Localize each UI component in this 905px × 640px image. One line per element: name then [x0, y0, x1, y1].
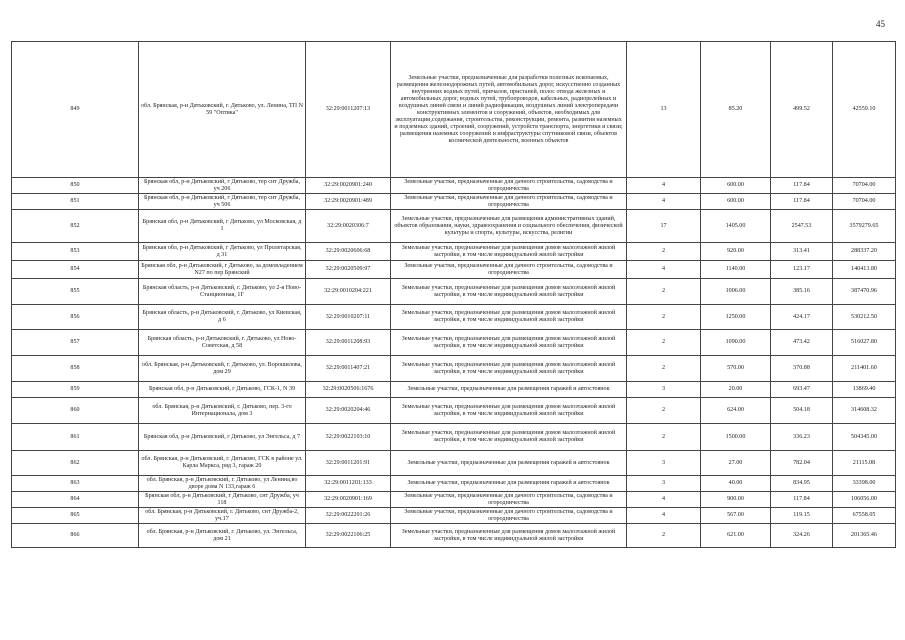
cadastral-number-cell: 32:29:0020204:46	[306, 398, 391, 424]
table-row	[12, 279, 896, 305]
specific-value-cell: 782.04	[771, 451, 833, 476]
area-cell: 1500.00	[701, 424, 771, 451]
use-group-cell: 2	[627, 279, 701, 305]
land-use-cell: Земельные участки, предназначенные для дачного строительства, садоводства и огородничества	[391, 492, 627, 508]
page-number: 45	[876, 19, 885, 29]
address-cell: обл. Брянская, р-н Дятьковский, г. Дятьково, ул Ленина,во дворе дома N 133,гараж 6	[139, 476, 306, 492]
area-cell: 1006.00	[701, 279, 771, 305]
land-use-cell: Земельные участки, предназначенные для размещения гаражей и автостоянок	[391, 382, 627, 398]
specific-value-cell: 834.95	[771, 476, 833, 492]
area-cell: 600.00	[701, 178, 771, 194]
land-use-cell: Земельные участки, предназначенные для размещения домов малоэтажной жилой застройки, в том числе индивидуальной жилой застройки	[391, 398, 627, 424]
row-number-cell: 849	[12, 42, 139, 178]
use-group-cell: 3	[627, 451, 701, 476]
address-cell: обл. Брянская, р-н Дятьковский, г. Дятьково, ул. Ленина, ТП N 59 "Оптика"	[139, 42, 306, 178]
table-row	[12, 508, 896, 524]
address-cell: Брянская обл, р-н Дятьковский, г Дятьково, ул Пролетарская, д 31	[139, 243, 306, 261]
use-group-cell: 3	[627, 382, 701, 398]
address-cell: обл. Брянская, р-н Дятьковский, г. Дятьково, снт Дружба-2, уч.17	[139, 508, 306, 524]
cadastral-value-cell: 21115.08	[833, 451, 896, 476]
table-row	[12, 42, 896, 178]
row-number-cell: 853	[12, 243, 139, 261]
land-use-cell: Земельные участки, предназначенные для разработки полезных ископаемых, размещения железнодорожных путей, автомобильных дорог, искусственно созданных внутренних водных путей, причалов, пристаней, полос отвода железных и автомобильных дорог, водных путей, трубопроводов, кабельных, радиорелейных и воздушных линий связи и линий радиофикации, воздушных линий электропередачи конструктивных элементов и сооружений, объектов, необходимых для эксплуатации,содержания, строительства, реконструкции, ремонта, развития наземных и подземных зданий, строений, сооружений, устройств транспорта, энергетики и связи; размещения наземных сооружений и инфраструктуры спутниковой связи, объектов космической деятельности, военных объектов	[391, 42, 627, 178]
specific-value-cell: 119.15	[771, 508, 833, 524]
area-cell: 40.00	[701, 476, 771, 492]
specific-value-cell: 504.18	[771, 398, 833, 424]
cadastral-number-cell: 32:29:0022103:10	[306, 424, 391, 451]
use-group-cell: 2	[627, 524, 701, 548]
cadastral-number-cell: 32:29:0020506:1676	[306, 382, 391, 398]
row-number-cell: 864	[12, 492, 139, 508]
land-use-cell: Земельные участки, предназначенные для дачного строительства, садоводства и огородничества	[391, 178, 627, 194]
row-number-cell: 865	[12, 508, 139, 524]
table-row	[12, 243, 896, 261]
cadastral-number-cell: 32:29:0011207:13	[306, 42, 391, 178]
row-number-cell: 857	[12, 330, 139, 356]
use-group-cell: 17	[627, 210, 701, 243]
use-group-cell: 2	[627, 330, 701, 356]
cadastral-number-cell: 32:29:0020606:68	[306, 243, 391, 261]
address-cell: Брянская область, р-н Дятьковский, г. Дятьково, ул Киевская, д 6	[139, 305, 306, 330]
row-number-cell: 862	[12, 451, 139, 476]
table-body	[12, 42, 896, 548]
cadastral-value-cell: 387470.96	[833, 279, 896, 305]
specific-value-cell: 117.84	[771, 492, 833, 508]
cadastral-number-cell: 32:29:0020306:7	[306, 210, 391, 243]
row-number-cell: 863	[12, 476, 139, 492]
row-number-cell: 855	[12, 279, 139, 305]
specific-value-cell: 499.52	[771, 42, 833, 178]
specific-value-cell: 336.23	[771, 424, 833, 451]
area-cell: 1140.00	[701, 261, 771, 279]
area-cell: 600.00	[701, 194, 771, 210]
land-use-cell: Земельные участки, предназначенные для дачного строительства, садоводства и огородничества	[391, 261, 627, 279]
use-group-cell: 4	[627, 194, 701, 210]
cadastral-number-cell: 32:29:0020509:97	[306, 261, 391, 279]
table-row	[12, 476, 896, 492]
table-row	[12, 330, 896, 356]
cadastral-value-cell: 140413.80	[833, 261, 896, 279]
row-number-cell: 858	[12, 356, 139, 382]
specific-value-cell: 473.42	[771, 330, 833, 356]
row-number-cell: 852	[12, 210, 139, 243]
land-use-cell: Земельные участки, предназначенные для размещения гаражей и автостоянок	[391, 476, 627, 492]
cadastral-value-cell: 3579279.65	[833, 210, 896, 243]
use-group-cell: 4	[627, 508, 701, 524]
area-cell: 85.20	[701, 42, 771, 178]
address-cell: обл. Брянская, р-н Дятьковский, г. Дятьково, ул. Энгельса, дом 21	[139, 524, 306, 548]
specific-value-cell: 313.41	[771, 243, 833, 261]
specific-value-cell: 2547.53	[771, 210, 833, 243]
use-group-cell: 3	[627, 476, 701, 492]
address-cell: Брянская обл, р-н Дятьковский, г Дятьково, за домовладением N27 по пер Брянский	[139, 261, 306, 279]
cadastral-value-cell: 67558.05	[833, 508, 896, 524]
address-cell: обл. Брянская, р-н Дятьковский, г. Дятьково, пер. 3-го Интернационала, дом 3	[139, 398, 306, 424]
table-row	[12, 356, 896, 382]
land-use-cell: Земельные участки, предназначенные для размещения домов малоэтажной жилой застройки, в том числе индивидуальной жилой застройки	[391, 279, 627, 305]
table-row	[12, 451, 896, 476]
use-group-cell: 2	[627, 243, 701, 261]
row-number-cell: 851	[12, 194, 139, 210]
table-row	[12, 305, 896, 330]
land-use-cell: Земельные участки, предназначенные для размещения домов малоэтажной жилой застройки, в том числе индивидуальной жилой застройки	[391, 424, 627, 451]
area-cell: 900.00	[701, 492, 771, 508]
land-use-cell: Земельные участки, предназначенные для размещения домов малоэтажной жилой застройки, в том числе индивидуальной жилой застройки	[391, 330, 627, 356]
address-cell: Брянская обл, р-н Дятьковский, г Дятьково, ул Московская, д 1	[139, 210, 306, 243]
area-cell: 621.00	[701, 524, 771, 548]
cadastral-number-cell: 32:29:0022201:26	[306, 508, 391, 524]
land-use-cell: Земельные участки, предназначенные для дачного строительства, садоводства и огородничества	[391, 508, 627, 524]
area-cell: 920.00	[701, 243, 771, 261]
land-use-cell: Земельные участки, предназначенные для размещения домов малоэтажной жилой застройки, в том числе индивидуальной жилой застройки	[391, 305, 627, 330]
cadastral-number-cell: 32:29:0011407:21	[306, 356, 391, 382]
address-cell: Брянская обл, р-н Дятьковский, г Дятьково, тер снт Дружба, уч 206	[139, 178, 306, 194]
land-use-cell: Земельные участки, предназначенные для размещения административных зданий, объектов образования, науки, здравоохранения и социального обеспечения, физической культуры и спорта, культуры, искусства, религии	[391, 210, 627, 243]
use-group-cell: 13	[627, 42, 701, 178]
cadastral-value-cell: 201365.46	[833, 524, 896, 548]
table-row	[12, 524, 896, 548]
cadastral-value-cell: 13869.40	[833, 382, 896, 398]
cadastral-value-cell: 530212.50	[833, 305, 896, 330]
table-row	[12, 178, 896, 194]
specific-value-cell: 324.26	[771, 524, 833, 548]
land-use-cell: Земельные участки, предназначенные для дачного строительства, садоводства и огородничества	[391, 194, 627, 210]
land-registry-table	[11, 41, 896, 548]
use-group-cell: 2	[627, 398, 701, 424]
address-cell: Брянская область, р-н Дятьковский, г. Дятьково, ул Ново-Советская, д 58	[139, 330, 306, 356]
address-cell: Брянская область, р-н Дятьковский, г. Дятьково, ул 2-я Ново-Станционная, 1Г	[139, 279, 306, 305]
table-row	[12, 261, 896, 279]
row-number-cell: 856	[12, 305, 139, 330]
area-cell: 567.00	[701, 508, 771, 524]
land-use-cell: Земельные участки, предназначенные для размещения домов малоэтажной жилой застройки, в том числе индивидуальной жилой застройки	[391, 356, 627, 382]
cadastral-value-cell: 211401.60	[833, 356, 896, 382]
cadastral-number-cell: 32:29:0020901:489	[306, 194, 391, 210]
table-row	[12, 194, 896, 210]
cadastral-value-cell: 314608.32	[833, 398, 896, 424]
row-number-cell: 860	[12, 398, 139, 424]
cadastral-value-cell: 70704.00	[833, 178, 896, 194]
specific-value-cell: 117.84	[771, 178, 833, 194]
cadastral-number-cell: 32:29:0011201:91	[306, 451, 391, 476]
cadastral-value-cell: 504345.00	[833, 424, 896, 451]
address-cell: Брянская обл, р-н Дятьковский, г Дятьково, тер снт Дружба, уч 506	[139, 194, 306, 210]
cadastral-value-cell: 516027.80	[833, 330, 896, 356]
row-number-cell: 866	[12, 524, 139, 548]
specific-value-cell: 370.88	[771, 356, 833, 382]
row-number-cell: 854	[12, 261, 139, 279]
address-cell: обл. Брянская, р-н Дятьковский, г. Дятьково, ул. Ворошилова, дом 29	[139, 356, 306, 382]
area-cell: 624.00	[701, 398, 771, 424]
cadastral-number-cell: 32:29:0020901:169	[306, 492, 391, 508]
use-group-cell: 4	[627, 261, 701, 279]
specific-value-cell: 123.17	[771, 261, 833, 279]
specific-value-cell: 424.17	[771, 305, 833, 330]
row-number-cell: 861	[12, 424, 139, 451]
row-number-cell: 850	[12, 178, 139, 194]
area-cell: 27.00	[701, 451, 771, 476]
area-cell: 1090.00	[701, 330, 771, 356]
table-row	[12, 382, 896, 398]
cadastral-value-cell: 70704.00	[833, 194, 896, 210]
area-cell: 1250.00	[701, 305, 771, 330]
cadastral-number-cell: 32:29:0010207:11	[306, 305, 391, 330]
use-group-cell: 4	[627, 492, 701, 508]
use-group-cell: 2	[627, 424, 701, 451]
cadastral-number-cell: 32:29:0011201:133	[306, 476, 391, 492]
address-cell: обл. Брянская, р-н Дятьковский, г. Дятьково, ГСК в районе ул. Карла Маркса, ряд 3, гараж 20	[139, 451, 306, 476]
area-cell: 1405.00	[701, 210, 771, 243]
row-number-cell: 859	[12, 382, 139, 398]
address-cell: Брянская обл, р-н Дятьковский, г Дятьково, снт Дружба, уч 118	[139, 492, 306, 508]
table-row	[12, 424, 896, 451]
cadastral-number-cell: 32:29:0010204:221	[306, 279, 391, 305]
area-cell: 20.00	[701, 382, 771, 398]
use-group-cell: 2	[627, 356, 701, 382]
specific-value-cell: 693.47	[771, 382, 833, 398]
land-use-cell: Земельные участки, предназначенные для размещения домов малоэтажной жилой застройки, в том числе индивидуальной жилой застройки	[391, 524, 627, 548]
specific-value-cell: 117.84	[771, 194, 833, 210]
cadastral-number-cell: 32:29:0020901:240	[306, 178, 391, 194]
cadastral-value-cell: 33398.00	[833, 476, 896, 492]
cadastral-value-cell: 106056.00	[833, 492, 896, 508]
table-row	[12, 210, 896, 243]
address-cell: Брянская обл, р-н Дятьковский, г Дятьково, ГСК-1, N 39	[139, 382, 306, 398]
cadastral-value-cell: 288337.20	[833, 243, 896, 261]
use-group-cell: 4	[627, 178, 701, 194]
table-row	[12, 492, 896, 508]
cadastral-number-cell: 32:29:0011208:93	[306, 330, 391, 356]
specific-value-cell: 385.16	[771, 279, 833, 305]
cadastral-value-cell: 42559.10	[833, 42, 896, 178]
address-cell: Брянская обл, р-н Дятьковский, г Дятьково, ул Энгельса, д 7	[139, 424, 306, 451]
land-use-cell: Земельные участки, предназначенные для размещения домов малоэтажной жилой застройки, в том числе индивидуальной жилой застройки	[391, 243, 627, 261]
area-cell: 570.00	[701, 356, 771, 382]
cadastral-number-cell: 32:29:0022106:25	[306, 524, 391, 548]
land-use-cell: Земельные участки, предназначенные для размещения гаражей и автостоянок	[391, 451, 627, 476]
table-row	[12, 398, 896, 424]
use-group-cell: 2	[627, 305, 701, 330]
